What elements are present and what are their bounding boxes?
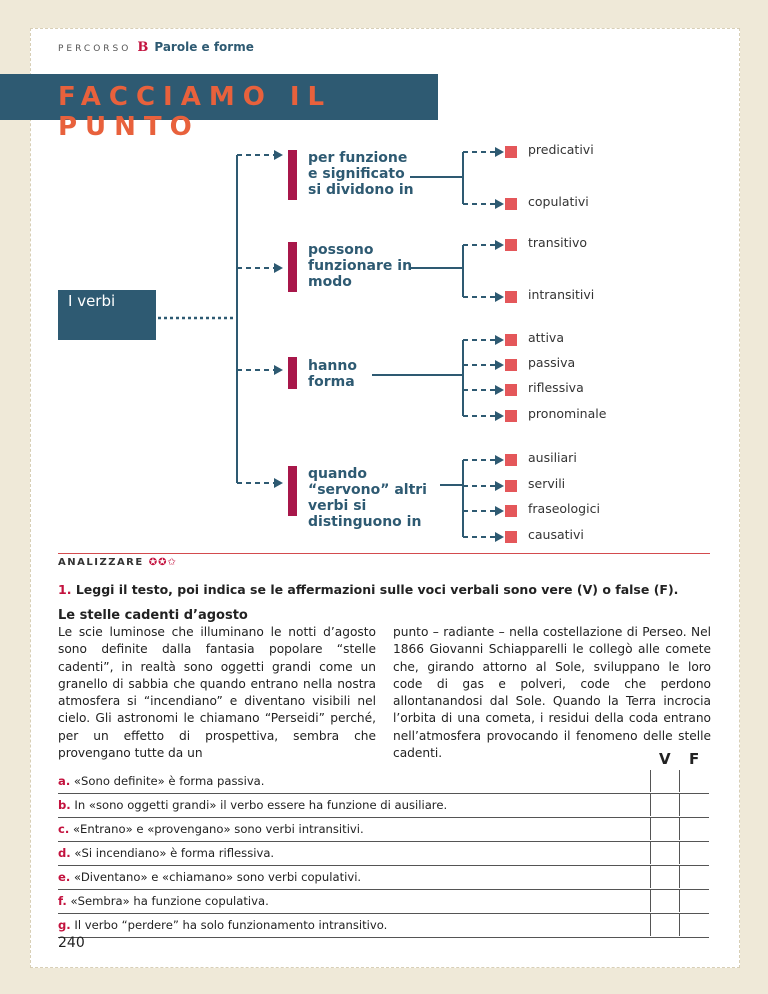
statement-letter: a. <box>58 774 71 788</box>
group-1-label: per funzione e significato si dividono in <box>308 150 414 198</box>
exercise-number: 1. <box>58 582 72 597</box>
statement-text: «Sono definite» è forma passiva. <box>73 774 265 788</box>
group-1-marker <box>288 150 297 200</box>
leaf-marker <box>505 198 517 210</box>
statement-letter: d. <box>58 846 71 860</box>
banner-title: FACCIAMO IL PUNTO <box>58 82 333 142</box>
false-checkbox[interactable] <box>679 890 709 912</box>
leaf-marker <box>505 531 517 543</box>
leaf-marker <box>505 480 517 492</box>
group-4-label: quando “servono” altri verbi si distinguono in <box>308 466 427 530</box>
leaf-copulativi: copulativi <box>528 194 589 209</box>
statement-letter: b. <box>58 798 71 812</box>
exercise-instruction <box>58 582 678 597</box>
statement-row <box>58 866 709 890</box>
statement-text: «Si incendiano» è forma riflessiva. <box>74 846 275 860</box>
leaf-marker <box>505 454 517 466</box>
reading-column-1: Le scie luminose che illuminano le notti d’agosto sono definite dalla fantasia popolare “stelle cadenti”, in realtà sono oggetti grandi come un granello di sabbia che quando entrano nella nostra atmosfera si “incendiano” e diventano visibili nel cielo. Gli astronomi le chiamano “Perseidi” perché, per un effetto di prospettiva, sembra che provengano tutte da un <box>58 625 376 761</box>
difficulty-stars-icon: ✪✪✩ <box>148 557 177 568</box>
true-checkbox[interactable] <box>650 890 680 912</box>
group-2-label: possono funzionare in modo <box>308 242 413 290</box>
group-2-marker <box>288 242 297 292</box>
section-name: ANALIZZARE <box>58 557 144 568</box>
leaf-marker <box>505 384 517 396</box>
leaf-marker <box>505 505 517 517</box>
leaf-attiva: attiva <box>528 330 564 345</box>
true-checkbox[interactable] <box>650 842 680 864</box>
statement-letter: f. <box>58 894 67 908</box>
true-checkbox[interactable] <box>650 794 680 816</box>
leaf-marker <box>505 291 517 303</box>
false-checkbox[interactable] <box>679 770 709 792</box>
leaf-intransitivi: intransitivi <box>528 287 595 302</box>
leaf-transitivo: transitivo <box>528 235 588 250</box>
leaf-ausiliari: ausiliari <box>528 450 577 465</box>
leaf-predicativi: predicativi <box>528 142 594 157</box>
exercise-section-label <box>58 557 177 568</box>
statement-text: «Entrano» e «provengano» sono verbi intransitivi. <box>72 822 364 836</box>
statement-row <box>58 890 709 914</box>
true-checkbox[interactable] <box>650 866 680 888</box>
root-box-verbi: I verbi <box>58 290 156 340</box>
reading-column-2: punto – radiante – nella costellazione di Perseo. Nel 1866 Giovanni Schiapparelli le collegò alle comete che, girando attorno al Sole, sviluppano le loro code di gas e polveri, code che perdono allontanandosi dal Sole. Quando la Terra incrocia l’orbita di una cometa, i residui della coda entrano nell’atmosfera provocando il fenomeno delle stelle cadenti. <box>393 625 711 761</box>
instruction-text: Leggi il testo, poi indica se le affermazioni sulle voci verbali sono vere (V) o false (F). <box>75 582 679 597</box>
statement-letter: g. <box>58 918 71 932</box>
statement-letter: e. <box>58 870 71 884</box>
section-letter: B <box>137 40 149 55</box>
page-number: 240 <box>58 935 85 951</box>
statement-letter: c. <box>58 822 70 836</box>
false-checkbox[interactable] <box>679 914 709 936</box>
statements-table <box>58 770 709 938</box>
statement-text: Il verbo “perdere” ha solo funzionamento intransitivo. <box>74 918 388 932</box>
group-4-marker <box>288 466 297 516</box>
leaf-marker <box>505 146 517 158</box>
true-checkbox[interactable] <box>650 818 680 840</box>
reading-title: Le stelle cadenti d’agosto <box>58 608 248 623</box>
false-checkbox[interactable] <box>679 842 709 864</box>
leaf-marker <box>505 410 517 422</box>
false-column-header: F <box>689 750 700 768</box>
true-checkbox[interactable] <box>650 914 680 936</box>
statement-text: «Diventano» e «chiamano» sono verbi copulativi. <box>73 870 362 884</box>
statement-row <box>58 914 709 938</box>
statement-row <box>58 770 709 794</box>
true-column-header: V <box>659 750 671 768</box>
false-checkbox[interactable] <box>679 818 709 840</box>
group-3-label: hanno forma <box>308 358 357 390</box>
true-checkbox[interactable] <box>650 770 680 792</box>
leaf-riflessiva: riflessiva <box>528 380 584 395</box>
group-3-marker <box>288 357 297 389</box>
leaf-fraseologici: fraseologici <box>528 501 600 516</box>
false-checkbox[interactable] <box>679 794 709 816</box>
false-checkbox[interactable] <box>679 866 709 888</box>
leaf-marker <box>505 334 517 346</box>
leaf-causativi: causativi <box>528 527 584 542</box>
statement-row <box>58 842 709 866</box>
leaf-marker <box>505 359 517 371</box>
section-small-label: PERCORSO <box>58 44 132 54</box>
statement-row <box>58 818 709 842</box>
leaf-passiva: passiva <box>528 355 576 370</box>
statement-row <box>58 794 709 818</box>
section-divider <box>58 553 710 554</box>
leaf-pronominale: pronominale <box>528 406 607 421</box>
statement-text: «Sembra» ha funzione copulativa. <box>70 894 269 908</box>
section-title: Parole e forme <box>154 40 254 54</box>
leaf-marker <box>505 239 517 251</box>
statement-text: In «sono oggetti grandi» il verbo essere ha funzione di ausiliare. <box>74 798 448 812</box>
leaf-servili: servili <box>528 476 566 491</box>
